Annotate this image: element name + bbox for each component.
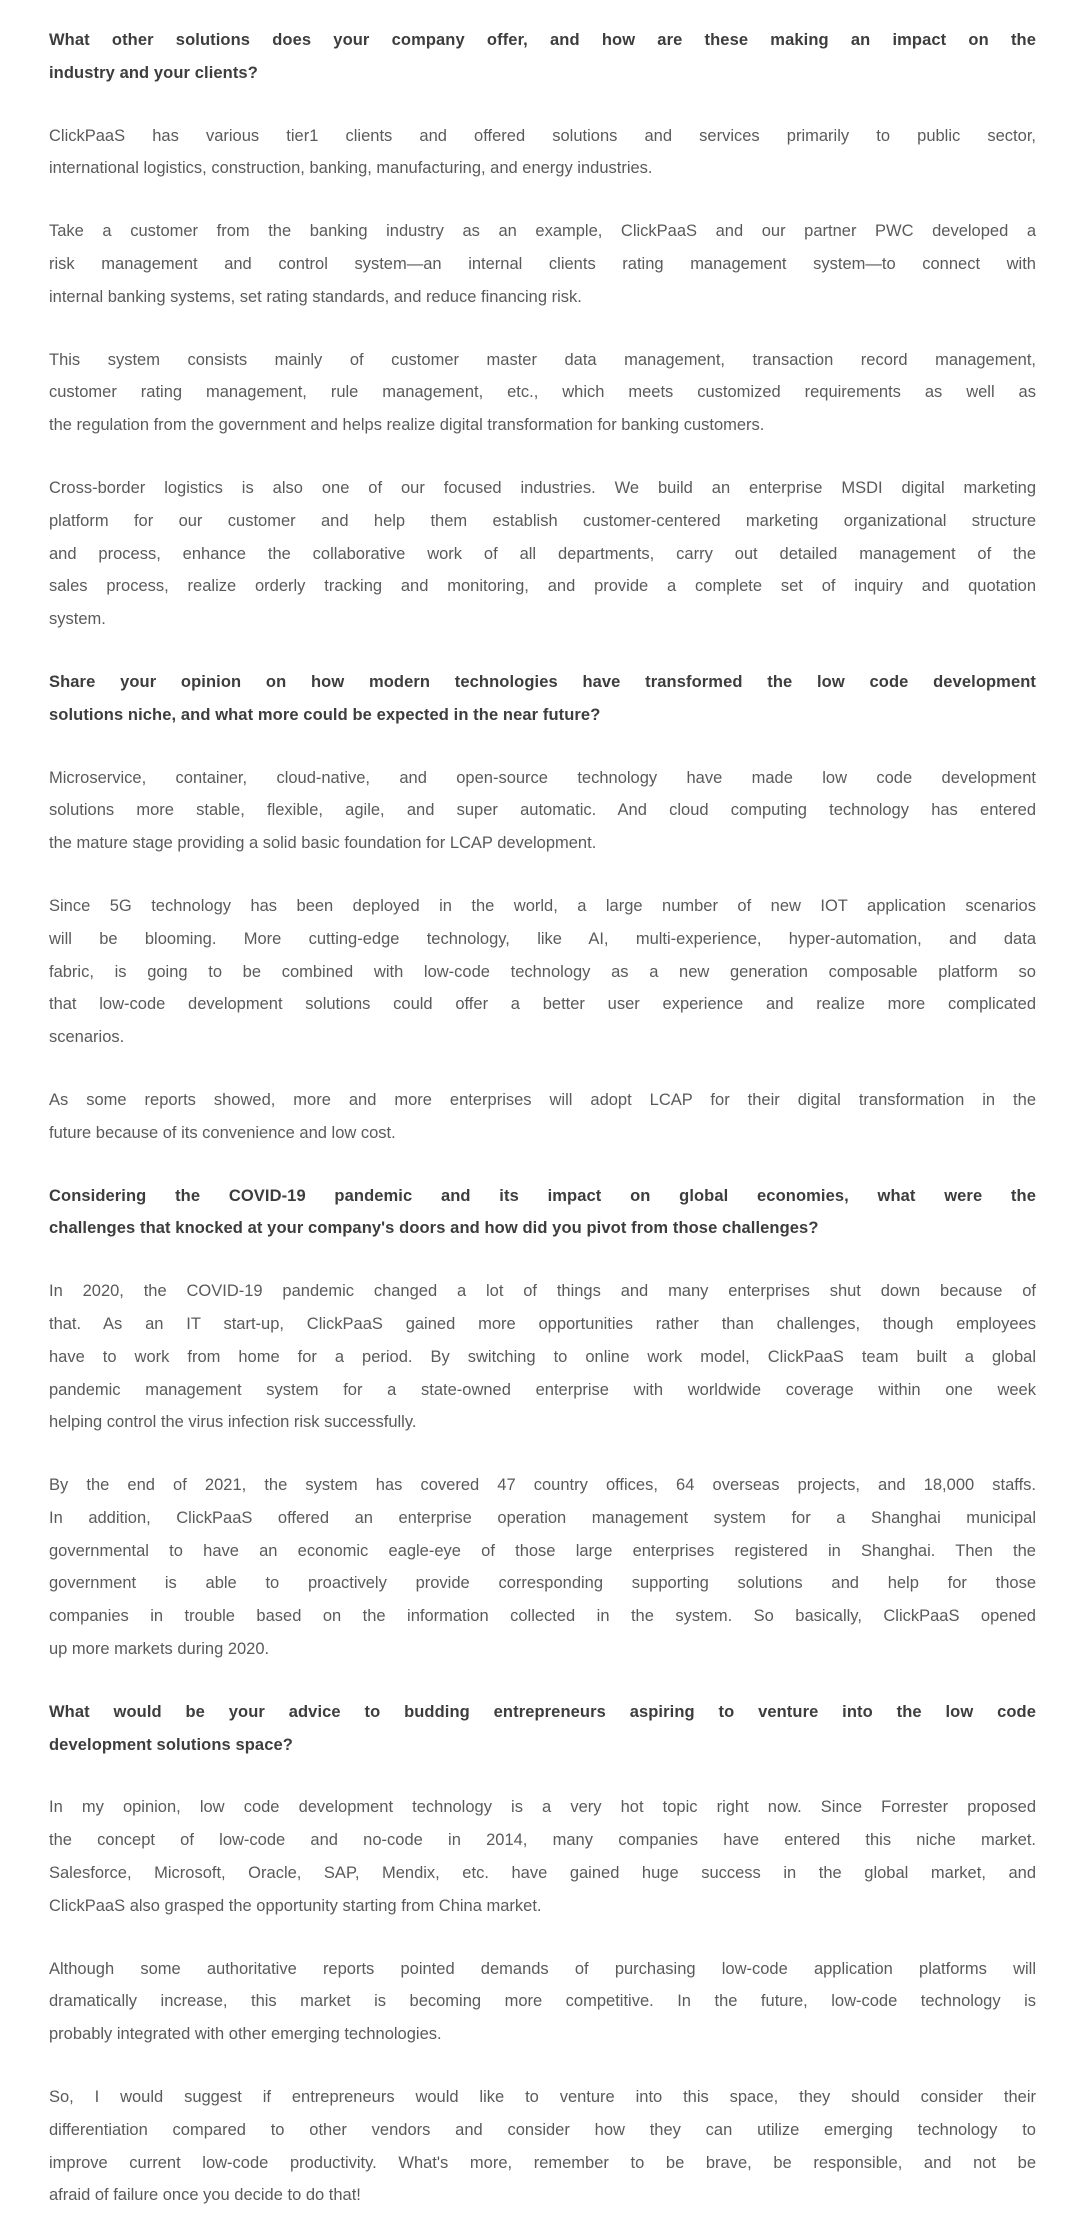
text-line: Share your opinion on how modern technologies have transformed the low code development xyxy=(49,672,1036,691)
text-line: In 2020, the COVID-19 pandemic changed a lot of things and many enterprises shut down because of xyxy=(49,1282,1036,1301)
text-line: the mature stage providing a solid basic foundation for LCAP development. xyxy=(49,834,597,853)
article-paragraph xyxy=(49,762,1036,860)
text-line: the regulation from the government and helps realize digital transformation for banking customers. xyxy=(49,416,765,435)
text-line: Since 5G technology has been deployed in the world, a large number of new IOT application scenarios xyxy=(49,896,1036,915)
text-line: fabric, is going to be combined with low-code technology as a new generation composable platform so xyxy=(49,962,1036,981)
article-paragraph xyxy=(49,1084,1036,1150)
article-paragraph xyxy=(49,2081,1036,2212)
text-line: afraid of failure once you decide to do that! xyxy=(49,2186,361,2205)
text-line: will be blooming. More cutting-edge technology, like AI, multi-experience, hyper-automation, and data xyxy=(49,929,1036,948)
text-line: governmental to have an economic eagle-eye of those large enterprises registered in Shanghai. Then the xyxy=(49,1541,1036,1560)
text-line: system. xyxy=(49,610,106,629)
text-line: solutions more stable, flexible, agile, and super automatic. And cloud computing technology has entered xyxy=(49,801,1036,820)
text-line: So, I would suggest if entrepreneurs would like to venture into this space, they should consider their xyxy=(49,2088,1036,2107)
text-line: differentiation compared to other vendors and consider how they can utilize emerging technology to xyxy=(49,2120,1036,2139)
text-line: By the end of 2021, the system has covered 47 country offices, 64 overseas projects, and 18,000 staffs. xyxy=(49,1476,1036,1495)
article-paragraph xyxy=(49,1791,1036,1922)
article-paragraph xyxy=(49,472,1036,636)
text-line: that low-code development solutions could offer a better user experience and realize more complicated xyxy=(49,995,1036,1014)
article-paragraph xyxy=(49,215,1036,313)
text-line: have to work from home for a period. By switching to online work model, ClickPaaS team built a global xyxy=(49,1347,1036,1366)
text-line: Microservice, container, cloud-native, and open-source technology have made low code development xyxy=(49,768,1036,787)
text-line: development solutions space? xyxy=(49,1735,293,1754)
article-paragraph xyxy=(49,1953,1036,2051)
text-line: improve current low-code productivity. What's more, remember to be brave, be responsible, and not be xyxy=(49,2153,1036,2172)
text-line: What other solutions does your company offer, and how are these making an impact on the xyxy=(49,31,1036,49)
text-line: Considering the COVID-19 pandemic and its impact on global economies, what were the xyxy=(49,1186,1036,1205)
text-line: internal banking systems, set rating standards, and reduce financing risk. xyxy=(49,287,582,306)
text-line: platform for our customer and help them establish customer-centered marketing organizational structure xyxy=(49,511,1036,530)
text-line: challenges that knocked at your company's doors and how did you pivot from those challenges? xyxy=(49,1219,819,1238)
article-paragraph xyxy=(49,890,1036,1054)
text-line: sales process, realize orderly tracking and monitoring, and provide a complete set of inquiry and quotation xyxy=(49,577,1036,596)
text-line: and process, enhance the collaborative work of all departments, carry out detailed management of the xyxy=(49,544,1036,563)
text-line: probably integrated with other emerging technologies. xyxy=(49,2025,442,2044)
question-heading xyxy=(49,666,1036,732)
text-line: Salesforce, Microsoft, Oracle, SAP, Mendix, etc. have gained huge success in the global market, and xyxy=(49,1864,1036,1883)
text-line: What would be your advice to budding entrepreneurs aspiring to venture into the low code xyxy=(49,1702,1036,1721)
text-line: the concept of low-code and no-code in 2014, many companies have entered this niche market. xyxy=(49,1831,1036,1850)
text-line: government is able to proactively provide corresponding supporting solutions and help for those xyxy=(49,1574,1036,1593)
question-heading xyxy=(49,24,1036,90)
text-line: In my opinion, low code development technology is a very hot topic right now. Since Forrester proposed xyxy=(49,1798,1036,1817)
text-line: customer rating management, rule management, etc., which meets customized requirements as well as xyxy=(49,383,1036,402)
text-line: Cross-border logistics is also one of our focused industries. We build an enterprise MSDI digital marketing xyxy=(49,478,1036,497)
text-line: risk management and control system—an internal clients rating management system—to connect with xyxy=(49,254,1036,273)
text-line: solutions niche, and what more could be expected in the near future? xyxy=(49,705,601,724)
text-line: ClickPaaS has various tier1 clients and offered solutions and services primarily to public sector, xyxy=(49,126,1036,145)
text-line: helping control the virus infection risk successfully. xyxy=(49,1413,417,1432)
text-line: ClickPaaS also grasped the opportunity starting from China market. xyxy=(49,1896,542,1915)
text-line: dramatically increase, this market is becoming more competitive. In the future, low-code technology is xyxy=(49,1992,1036,2011)
article-paragraph xyxy=(49,1275,1036,1439)
article-paragraph xyxy=(49,1469,1036,1666)
article-paragraph xyxy=(49,344,1036,442)
text-line: companies in trouble based on the information collected in the system. So basically, ClickPaaS opened xyxy=(49,1607,1036,1626)
text-line: that. As an IT start-up, ClickPaaS gained more opportunities rather than challenges, though employees xyxy=(49,1314,1036,1333)
question-heading xyxy=(49,1696,1036,1762)
text-line: Take a customer from the banking industry as an example, ClickPaaS and our partner PWC developed a xyxy=(49,222,1036,241)
text-line: Although some authoritative reports pointed demands of purchasing low-code application platforms will xyxy=(49,1959,1036,1978)
text-line: industry and your clients? xyxy=(49,63,258,82)
article-paragraph xyxy=(49,120,1036,186)
text-line: In addition, ClickPaaS offered an enterprise operation management system for a Shanghai municipal xyxy=(49,1508,1036,1527)
text-line: up more markets during 2020. xyxy=(49,1640,270,1659)
question-heading xyxy=(49,1180,1036,1246)
text-line: As some reports showed, more and more enterprises will adopt LCAP for their digital transformation in the xyxy=(49,1090,1036,1109)
text-line: international logistics, construction, banking, manufacturing, and energy industries. xyxy=(49,159,653,178)
text-line: pandemic management system for a state-owned enterprise with worldwide coverage within one week xyxy=(49,1380,1036,1399)
text-line: This system consists mainly of customer master data management, transaction record management, xyxy=(49,350,1036,369)
text-line: scenarios. xyxy=(49,1028,125,1047)
text-line: future because of its convenience and low cost. xyxy=(49,1123,396,1142)
